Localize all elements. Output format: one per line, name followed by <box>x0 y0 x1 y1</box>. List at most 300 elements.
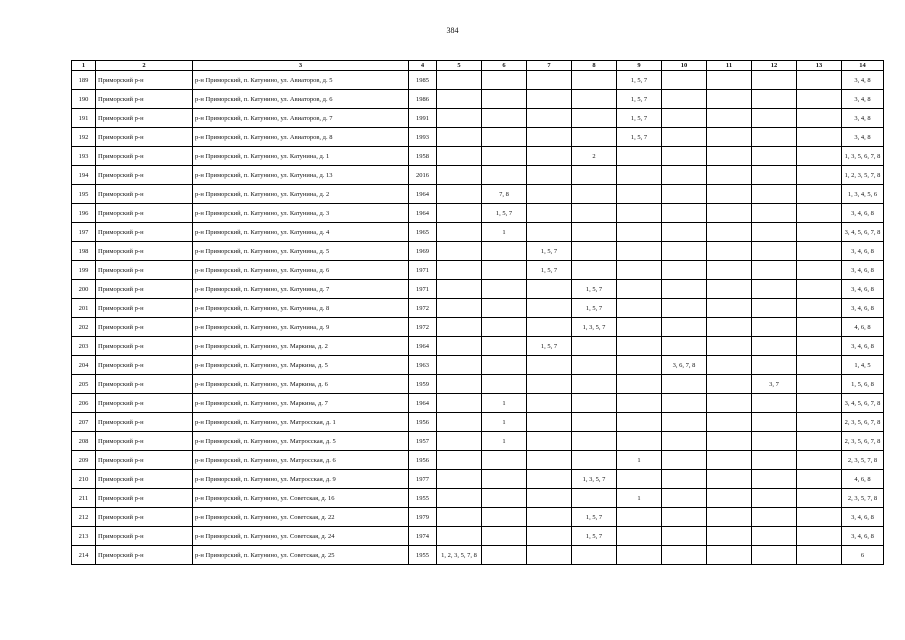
table-cell-col-10 <box>662 223 707 242</box>
table-cell-col-7: 1, 5, 7 <box>527 337 572 356</box>
table-cell-col-4: 1959 <box>409 375 437 394</box>
table-cell-col-8: 1, 5, 7 <box>572 299 617 318</box>
table-cell-col-1: 194 <box>72 166 96 185</box>
table-cell-col-10 <box>662 128 707 147</box>
table-cell-col-6 <box>482 280 527 299</box>
table-cell-col-5 <box>437 280 482 299</box>
table-cell-col-3: р-н Приморский, п. Катунино, ул. Маркина, д. 6 <box>193 375 409 394</box>
table-cell-col-11 <box>707 128 752 147</box>
table-cell-col-11 <box>707 356 752 375</box>
table-cell-col-12 <box>752 280 797 299</box>
table-cell-col-3: р-н Приморский, п. Катунино, ул. Катунина, д. 9 <box>193 318 409 337</box>
table-cell-col-9 <box>617 413 662 432</box>
table-cell-col-13 <box>797 432 842 451</box>
table-cell-col-12 <box>752 546 797 565</box>
table-cell-col-7 <box>527 185 572 204</box>
table-cell-col-3: р-н Приморский, п. Катунино, ул. Маркина, д. 7 <box>193 394 409 413</box>
table-cell-col-7: 1, 5, 7 <box>527 261 572 280</box>
table-row <box>72 451 884 470</box>
table-cell-col-5 <box>437 394 482 413</box>
table-cell-col-3: р-н Приморский, п. Катунино, ул. Катунина, д. 4 <box>193 223 409 242</box>
table-cell-col-4: 1964 <box>409 337 437 356</box>
table-cell-col-11 <box>707 223 752 242</box>
column-header-5: 5 <box>437 61 482 71</box>
table-cell-col-4: 1993 <box>409 128 437 147</box>
table-cell-col-1: 192 <box>72 128 96 147</box>
table-cell-col-8 <box>572 375 617 394</box>
table-row <box>72 299 884 318</box>
table-cell-col-14: 3, 4, 6, 8 <box>842 280 884 299</box>
table-cell-col-10 <box>662 147 707 166</box>
table-cell-col-8: 1, 3, 5, 7 <box>572 318 617 337</box>
table-cell-col-7 <box>527 204 572 223</box>
table-cell-col-8: 1, 5, 7 <box>572 527 617 546</box>
table-cell-col-10 <box>662 299 707 318</box>
table-cell-col-8: 2 <box>572 147 617 166</box>
table-cell-col-7 <box>527 394 572 413</box>
table-cell-col-9 <box>617 242 662 261</box>
column-header-7: 7 <box>527 61 572 71</box>
table-cell-col-14: 4, 6, 8 <box>842 318 884 337</box>
table-row <box>72 546 884 565</box>
table-cell-col-1: 190 <box>72 90 96 109</box>
table-cell-col-7: 1, 5, 7 <box>527 242 572 261</box>
table-cell-col-2: Приморский р-н <box>96 204 193 223</box>
table-row <box>72 223 884 242</box>
table-cell-col-14: 3, 4, 6, 8 <box>842 527 884 546</box>
table-cell-col-1: 209 <box>72 451 96 470</box>
table-cell-col-9 <box>617 508 662 527</box>
column-header-8: 8 <box>572 61 617 71</box>
table-cell-col-7 <box>527 432 572 451</box>
table-cell-col-3: р-н Приморский, п. Катунино, ул. Матросская, д. 9 <box>193 470 409 489</box>
table-cell-col-3: р-н Приморский, п. Катунино, ул. Катунина, д. 6 <box>193 261 409 280</box>
table-cell-col-5 <box>437 109 482 128</box>
table-cell-col-10 <box>662 432 707 451</box>
table-cell-col-6: 1 <box>482 413 527 432</box>
table-cell-col-2: Приморский р-н <box>96 451 193 470</box>
table-cell-col-13 <box>797 204 842 223</box>
table-cell-col-14: 3, 4, 6, 8 <box>842 242 884 261</box>
table-cell-col-2: Приморский р-н <box>96 546 193 565</box>
table-cell-col-3: р-н Приморский, п. Катунино, ул. Катунина, д. 5 <box>193 242 409 261</box>
table-cell-col-9 <box>617 299 662 318</box>
table-cell-col-11 <box>707 261 752 280</box>
table-cell-col-10 <box>662 109 707 128</box>
table-cell-col-6 <box>482 508 527 527</box>
table-cell-col-13 <box>797 128 842 147</box>
table-cell-col-7 <box>527 71 572 90</box>
table-cell-col-6 <box>482 90 527 109</box>
table-cell-col-8 <box>572 413 617 432</box>
table-cell-col-2: Приморский р-н <box>96 90 193 109</box>
table-row <box>72 337 884 356</box>
table-cell-col-3: р-н Приморский, п. Катунино, ул. Катунина, д. 8 <box>193 299 409 318</box>
table-cell-col-5 <box>437 508 482 527</box>
table-cell-col-14: 1, 3, 5, 6, 7, 8 <box>842 147 884 166</box>
column-header-14: 14 <box>842 61 884 71</box>
table-cell-col-4: 1979 <box>409 508 437 527</box>
table-cell-col-12 <box>752 451 797 470</box>
table-cell-col-8 <box>572 394 617 413</box>
table-cell-col-1: 198 <box>72 242 96 261</box>
table-cell-col-10 <box>662 242 707 261</box>
table-cell-col-14: 3, 4, 6, 8 <box>842 261 884 280</box>
table-cell-col-11 <box>707 280 752 299</box>
table-cell-col-12 <box>752 337 797 356</box>
table-cell-col-7 <box>527 109 572 128</box>
table-cell-col-4: 2016 <box>409 166 437 185</box>
table-cell-col-5 <box>437 318 482 337</box>
table-cell-col-12 <box>752 128 797 147</box>
table-cell-col-14: 1, 4, 5 <box>842 356 884 375</box>
table-row <box>72 527 884 546</box>
table-cell-col-5: 1, 2, 3, 5, 7, 8 <box>437 546 482 565</box>
table-cell-col-1: 206 <box>72 394 96 413</box>
table-cell-col-3: р-н Приморский, п. Катунино, ул. Советская, д. 25 <box>193 546 409 565</box>
table-cell-col-2: Приморский р-н <box>96 223 193 242</box>
table-cell-col-9 <box>617 261 662 280</box>
table-cell-col-5 <box>437 261 482 280</box>
table-cell-col-12 <box>752 508 797 527</box>
table-cell-col-7 <box>527 451 572 470</box>
table-cell-col-6 <box>482 299 527 318</box>
column-header-10: 10 <box>662 61 707 71</box>
table-cell-col-8 <box>572 261 617 280</box>
table-cell-col-6 <box>482 242 527 261</box>
table-cell-col-13 <box>797 508 842 527</box>
table-cell-col-13 <box>797 223 842 242</box>
table-cell-col-1: 214 <box>72 546 96 565</box>
column-header-9: 9 <box>617 61 662 71</box>
table-cell-col-12 <box>752 90 797 109</box>
table-cell-col-7 <box>527 508 572 527</box>
table-cell-col-5 <box>437 128 482 147</box>
table-cell-col-1: 210 <box>72 470 96 489</box>
table-cell-col-1: 193 <box>72 147 96 166</box>
table-cell-col-12 <box>752 432 797 451</box>
table-cell-col-14: 2, 3, 5, 7, 8 <box>842 451 884 470</box>
table-cell-col-14: 3, 4, 8 <box>842 71 884 90</box>
table-cell-col-4: 1971 <box>409 261 437 280</box>
table-cell-col-11 <box>707 166 752 185</box>
table-cell-col-9 <box>617 318 662 337</box>
table-cell-col-8 <box>572 356 617 375</box>
table-cell-col-11 <box>707 546 752 565</box>
table-cell-col-11 <box>707 451 752 470</box>
table-cell-col-3: р-н Приморский, п. Катунино, ул. Катунина, д. 13 <box>193 166 409 185</box>
table-cell-col-5 <box>437 147 482 166</box>
table-cell-col-4: 1963 <box>409 356 437 375</box>
table-cell-col-3: р-н Приморский, п. Катунино, ул. Авиаторов, д. 8 <box>193 128 409 147</box>
table-cell-col-5 <box>437 242 482 261</box>
column-header-11: 11 <box>707 61 752 71</box>
table-cell-col-10 <box>662 337 707 356</box>
table-cell-col-12 <box>752 394 797 413</box>
table-cell-col-10 <box>662 318 707 337</box>
table-cell-col-9 <box>617 280 662 299</box>
table-cell-col-2: Приморский р-н <box>96 71 193 90</box>
table-cell-col-12 <box>752 356 797 375</box>
table-row <box>72 109 884 128</box>
table-cell-col-4: 1958 <box>409 147 437 166</box>
table-cell-col-11 <box>707 90 752 109</box>
table-cell-col-14: 1, 5, 6, 8 <box>842 375 884 394</box>
column-header-12: 12 <box>752 61 797 71</box>
table-row <box>72 318 884 337</box>
table-row <box>72 356 884 375</box>
table-cell-col-10 <box>662 375 707 394</box>
table-cell-col-1: 201 <box>72 299 96 318</box>
table-cell-col-3: р-н Приморский, п. Катунино, ул. Катунина, д. 1 <box>193 147 409 166</box>
table-cell-col-6: 1 <box>482 432 527 451</box>
table-cell-col-6 <box>482 109 527 128</box>
table-cell-col-8 <box>572 489 617 508</box>
table-row <box>72 394 884 413</box>
table-cell-col-1: 207 <box>72 413 96 432</box>
table-cell-col-7 <box>527 375 572 394</box>
table-cell-col-12 <box>752 527 797 546</box>
table-cell-col-4: 1964 <box>409 204 437 223</box>
table-cell-col-6 <box>482 546 527 565</box>
table-cell-col-8 <box>572 109 617 128</box>
table-cell-col-3: р-н Приморский, п. Катунино, ул. Катунина, д. 2 <box>193 185 409 204</box>
table-cell-col-14: 2, 3, 5, 7, 8 <box>842 489 884 508</box>
table-cell-col-10 <box>662 394 707 413</box>
table-cell-col-4: 1965 <box>409 223 437 242</box>
table-cell-col-11 <box>707 147 752 166</box>
table-cell-col-8 <box>572 546 617 565</box>
table-cell-col-14: 1, 3, 4, 5, 6 <box>842 185 884 204</box>
table-cell-col-8 <box>572 432 617 451</box>
table-cell-col-5 <box>437 527 482 546</box>
table-cell-col-8 <box>572 128 617 147</box>
table-cell-col-13 <box>797 394 842 413</box>
table-row <box>72 470 884 489</box>
table-cell-col-4: 1972 <box>409 299 437 318</box>
data-table <box>71 60 884 565</box>
table-cell-col-2: Приморский р-н <box>96 508 193 527</box>
table-cell-col-13 <box>797 451 842 470</box>
table-cell-col-7 <box>527 489 572 508</box>
table-cell-col-9: 1 <box>617 451 662 470</box>
table-cell-col-11 <box>707 508 752 527</box>
table-row <box>72 375 884 394</box>
table-cell-col-7 <box>527 470 572 489</box>
table-row <box>72 147 884 166</box>
table-cell-col-5 <box>437 90 482 109</box>
table-cell-col-13 <box>797 280 842 299</box>
table-cell-col-11 <box>707 318 752 337</box>
table-cell-col-6 <box>482 451 527 470</box>
table-cell-col-7 <box>527 128 572 147</box>
column-header-1: 1 <box>72 61 96 71</box>
table-cell-col-10 <box>662 508 707 527</box>
table-cell-col-11 <box>707 470 752 489</box>
table-cell-col-8 <box>572 223 617 242</box>
table-cell-col-9: 1, 5, 7 <box>617 90 662 109</box>
table-cell-col-11 <box>707 432 752 451</box>
table-cell-col-13 <box>797 413 842 432</box>
table-cell-col-14: 3, 4, 8 <box>842 128 884 147</box>
table-cell-col-13 <box>797 261 842 280</box>
header-row <box>72 61 884 71</box>
table-cell-col-2: Приморский р-н <box>96 356 193 375</box>
table-cell-col-10 <box>662 204 707 223</box>
table-cell-col-1: 203 <box>72 337 96 356</box>
table-cell-col-3: р-н Приморский, п. Катунино, ул. Советская, д. 24 <box>193 527 409 546</box>
table-cell-col-4: 1964 <box>409 185 437 204</box>
column-header-3: 3 <box>193 61 409 71</box>
table-cell-col-4: 1977 <box>409 470 437 489</box>
table-row <box>72 413 884 432</box>
table-cell-col-2: Приморский р-н <box>96 527 193 546</box>
table-cell-col-10 <box>662 261 707 280</box>
table-cell-col-2: Приморский р-н <box>96 375 193 394</box>
table-cell-col-11 <box>707 394 752 413</box>
table-cell-col-13 <box>797 147 842 166</box>
table-cell-col-1: 205 <box>72 375 96 394</box>
table-cell-col-10 <box>662 527 707 546</box>
table-cell-col-2: Приморский р-н <box>96 318 193 337</box>
table-cell-col-14: 3, 4, 5, 6, 7, 8 <box>842 223 884 242</box>
table-cell-col-13 <box>797 337 842 356</box>
table-cell-col-8: 1, 3, 5, 7 <box>572 470 617 489</box>
table-cell-col-10 <box>662 451 707 470</box>
table-cell-col-13 <box>797 527 842 546</box>
table-cell-col-1: 202 <box>72 318 96 337</box>
table-cell-col-14: 3, 4, 6, 8 <box>842 337 884 356</box>
table-cell-col-11 <box>707 299 752 318</box>
table-cell-col-7 <box>527 413 572 432</box>
table-row <box>72 489 884 508</box>
table-cell-col-9 <box>617 147 662 166</box>
table-cell-col-12 <box>752 204 797 223</box>
table-cell-col-14: 2, 3, 5, 6, 7, 8 <box>842 413 884 432</box>
table-cell-col-5 <box>437 356 482 375</box>
table-cell-col-13 <box>797 109 842 128</box>
table-cell-col-8 <box>572 337 617 356</box>
table-cell-col-1: 213 <box>72 527 96 546</box>
table-cell-col-5 <box>437 223 482 242</box>
table-row <box>72 185 884 204</box>
table-cell-col-6 <box>482 527 527 546</box>
table-cell-col-5 <box>437 299 482 318</box>
table-row <box>72 204 884 223</box>
table-cell-col-6 <box>482 356 527 375</box>
table-cell-col-9 <box>617 470 662 489</box>
table-cell-col-2: Приморский р-н <box>96 280 193 299</box>
table-cell-col-11 <box>707 413 752 432</box>
table-cell-col-2: Приморский р-н <box>96 109 193 128</box>
table-cell-col-3: р-н Приморский, п. Катунино, ул. Авиаторов, д. 7 <box>193 109 409 128</box>
table-cell-col-6 <box>482 470 527 489</box>
table-cell-col-13 <box>797 318 842 337</box>
table-row <box>72 261 884 280</box>
table-cell-col-4: 1955 <box>409 489 437 508</box>
column-header-4: 4 <box>409 61 437 71</box>
table-cell-col-14: 3, 4, 8 <box>842 90 884 109</box>
table-cell-col-9 <box>617 185 662 204</box>
table-cell-col-9 <box>617 223 662 242</box>
table-cell-col-10 <box>662 90 707 109</box>
table-cell-col-4: 1991 <box>409 109 437 128</box>
table-cell-col-5 <box>437 71 482 90</box>
table-row <box>72 90 884 109</box>
table-cell-col-7 <box>527 90 572 109</box>
table-cell-col-13 <box>797 166 842 185</box>
table-cell-col-1: 191 <box>72 109 96 128</box>
table-cell-col-2: Приморский р-н <box>96 147 193 166</box>
table-cell-col-9 <box>617 166 662 185</box>
table-cell-col-1: 197 <box>72 223 96 242</box>
table-cell-col-12 <box>752 109 797 128</box>
table-cell-col-8 <box>572 90 617 109</box>
table-cell-col-2: Приморский р-н <box>96 242 193 261</box>
table-cell-col-1: 208 <box>72 432 96 451</box>
table-cell-col-6 <box>482 489 527 508</box>
table-cell-col-8 <box>572 185 617 204</box>
table-cell-col-4: 1974 <box>409 527 437 546</box>
table-cell-col-1: 211 <box>72 489 96 508</box>
table-cell-col-2: Приморский р-н <box>96 166 193 185</box>
table-cell-col-10 <box>662 166 707 185</box>
table-cell-col-11 <box>707 375 752 394</box>
table-cell-col-4: 1972 <box>409 318 437 337</box>
table-cell-col-3: р-н Приморский, п. Катунино, ул. Маркина, д. 2 <box>193 337 409 356</box>
table-cell-col-14: 3, 4, 8 <box>842 109 884 128</box>
table-cell-col-5 <box>437 470 482 489</box>
table-cell-col-10 <box>662 489 707 508</box>
table-cell-col-4: 1985 <box>409 71 437 90</box>
table-cell-col-13 <box>797 242 842 261</box>
table-cell-col-12 <box>752 489 797 508</box>
table-cell-col-4: 1969 <box>409 242 437 261</box>
table-cell-col-5 <box>437 337 482 356</box>
column-header-13: 13 <box>797 61 842 71</box>
table-cell-col-3: р-н Приморский, п. Катунино, ул. Маркина, д. 5 <box>193 356 409 375</box>
table-cell-col-8: 1, 5, 7 <box>572 280 617 299</box>
table-cell-col-9 <box>617 432 662 451</box>
table-cell-col-13 <box>797 470 842 489</box>
table-cell-col-13 <box>797 71 842 90</box>
table-cell-col-2: Приморский р-н <box>96 413 193 432</box>
table-cell-col-10 <box>662 470 707 489</box>
table-cell-col-11 <box>707 337 752 356</box>
table-body <box>72 71 884 565</box>
table-cell-col-2: Приморский р-н <box>96 337 193 356</box>
table-cell-col-7 <box>527 280 572 299</box>
table-cell-col-2: Приморский р-н <box>96 261 193 280</box>
table-cell-col-4: 1971 <box>409 280 437 299</box>
table-cell-col-12 <box>752 223 797 242</box>
table-cell-col-3: р-н Приморский, п. Катунино, ул. Авиаторов, д. 5 <box>193 71 409 90</box>
table-cell-col-12: 3, 7 <box>752 375 797 394</box>
table-cell-col-5 <box>437 185 482 204</box>
table-cell-col-6: 7, 8 <box>482 185 527 204</box>
table-cell-col-6 <box>482 166 527 185</box>
table-cell-col-5 <box>437 451 482 470</box>
table-cell-col-11 <box>707 242 752 261</box>
table-cell-col-3: р-н Приморский, п. Катунино, ул. Матросская, д. 5 <box>193 432 409 451</box>
table-row <box>72 128 884 147</box>
table-cell-col-13 <box>797 546 842 565</box>
table-cell-col-3: р-н Приморский, п. Катунино, ул. Катунина, д. 7 <box>193 280 409 299</box>
table-cell-col-3: р-н Приморский, п. Катунино, ул. Матросская, д. 1 <box>193 413 409 432</box>
table-cell-col-12 <box>752 299 797 318</box>
table-cell-col-6: 1 <box>482 223 527 242</box>
table-cell-col-8 <box>572 204 617 223</box>
